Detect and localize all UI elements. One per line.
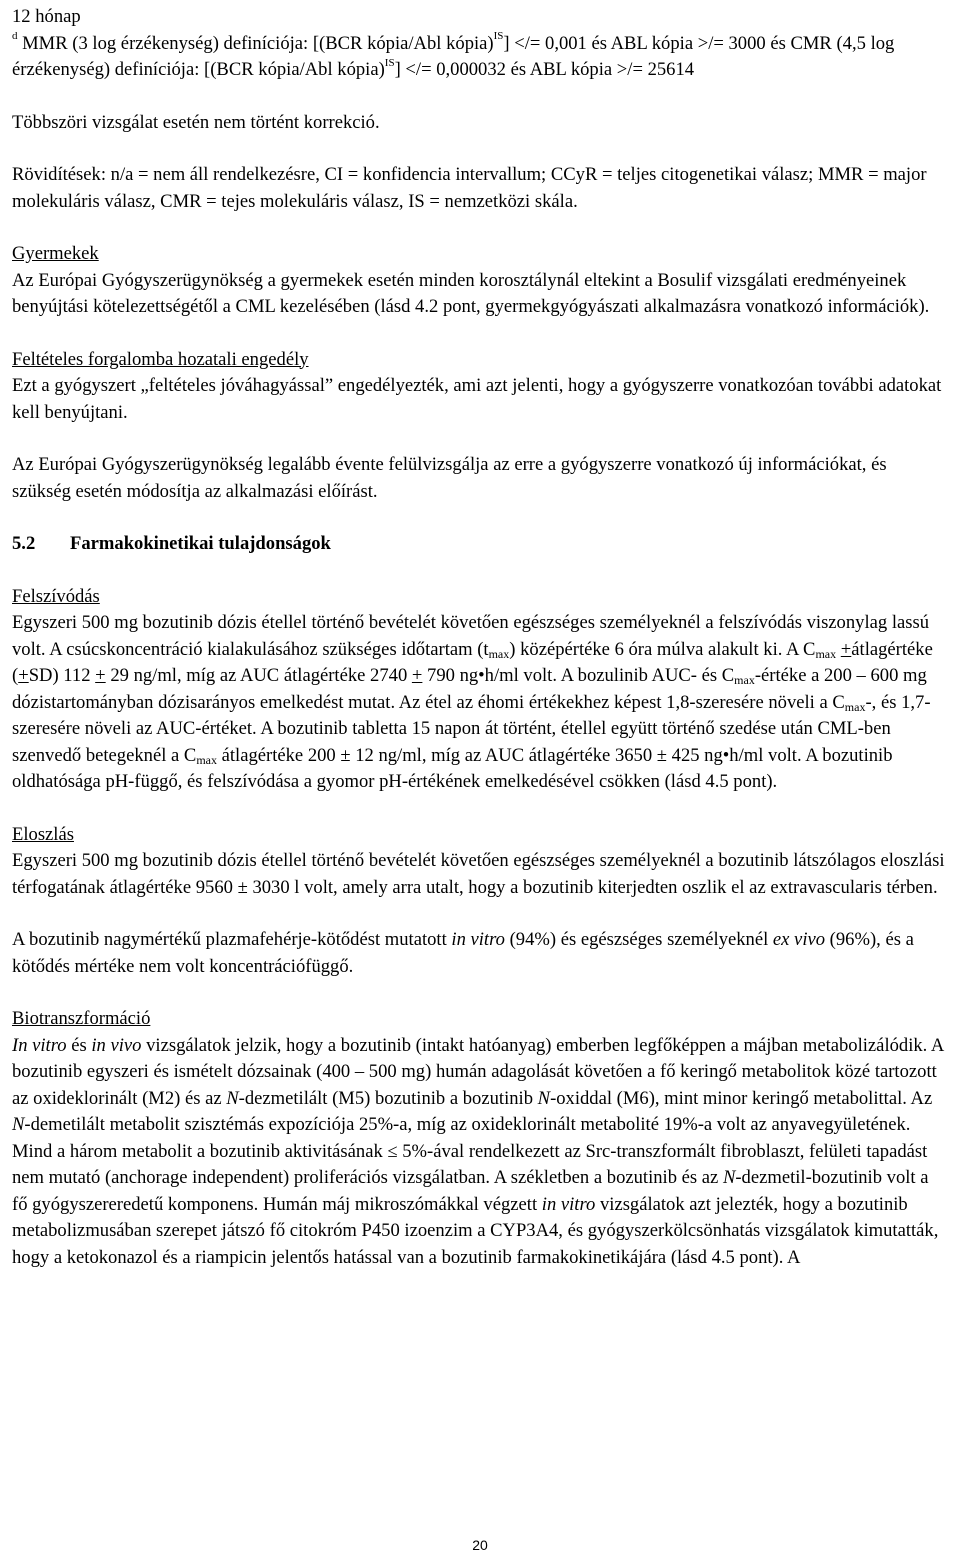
- footnote-marker: d: [12, 30, 18, 43]
- distribution-heading: Eloszlás: [12, 823, 74, 845]
- children-heading: Gyermekek: [12, 243, 99, 264]
- section-title: Farmakokinetikai tulajdonságok: [70, 533, 331, 554]
- children-text: Az Európai Gyógyszerügynökség a gyermekek esetén minden korosztálynál eltekint a Bosulif vizsgálati eredményeinek benyújtási kötelezettségétől a CML kezelésében (lásd 4.2 pont, gyermekgyógyászati alkalmazásra vonatkozó információk).: [12, 269, 930, 317]
- protein-binding-text: A bozutinib nagymértékű plazmafehérje-kötődést mutatott in vitro (94%) és egészséges személyeknél ex vivo (96%), és a kötődés mértéke nem volt koncentrációfüggő.: [12, 929, 914, 977]
- conditional-text: Ezt a gyógyszert „feltételes jóváhagyással” engedélyezték, ami azt jelenti, hogy a gyógyszerre vonatkozóan további adatokat kell benyújtani.: [12, 375, 942, 423]
- distribution-text: Egyszeri 500 mg bozutinib dózis étellel történő bevételét követően egészséges személyeknél a bozutinib látszólagos eloszlási térfogatának átlagértéke 9560 ± 3030 l volt, amely arra utalt, hogy a bozutinib kiterjedten oszlik el az extravascularis térben.: [12, 850, 945, 898]
- absorption-text: Egyszeri 500 mg bozutinib dózis étellel történő bevételét követően egészséges személyeknél a felszívódás viszonylag lassú volt. A csúcskoncentráció kialakulásához szükséges időtartam $(t_{max})$ középértéke 6 óra múlva alakult ki. A $C_{max}$ +átlagértéke (+SD) 112 + 29 ng/ml, míg az AUC átlagértéke 2740 + 790 ng•h/ml volt. A bozulinib AUC- és $C_{max}$-értéke a 200 – 600 mg dózistartományban dózisarányos emelkedést mutat. Az étel az éhomi értékekhez képest 1,8-szeresére növeli a $C_{max}-$, és 1,7-szeresére növeli az AUC-értéket. A bozutinib tabletta 15 napon át történt, étellel együtt történő szedése után CML-ben szenvedő betegeknél a $C_{max}$ átlagértéke 200 ± 12 ng/ml, míg az AUC átlagértéke 3650 ± 425 ng•h/ml volt. A bozutinib oldhatósága pH-függő, és felszívódása a gyomor pH-értékének emelkedésével csökken (lásd 4.5 pont).: [12, 612, 933, 792]
- conditional-heading: Feltételes forgalomba hozatali engedély: [12, 348, 309, 370]
- document-page: [12, 4, 948, 1271]
- section-heading: [12, 531, 948, 558]
- footnote-definitions: $^d$ MMR (3 log érzékenység) definíciója: [(BCR kópia/Abl kópia)$^{IS}$] </= 0,001 és ABL kópia >/= 3000 és CMR (4,5 log érzékenység) definíciója: [(BCR kópia/Abl kópia)$^{IS}$] </= 0,000032 és ABL kópia >/= 25614: [12, 30, 895, 80]
- biotransformation-text: In vitro és in vivo vizsgálatok jelzik, hogy a bozutinib (intakt hatóanyag) emberben legfőképpen a májban metabolizálódik. A bozutinib egyszeri és ismételt dózsainak (400 – 500 mg) humán adagolását követően a fő keringő metabolitok közé tartozott az oxideklorinált (M2) és az N-dezmetilált (M5) bozutinib a bozutinib N-oxiddal (M6), mint minor keringő metabolittal. Az N-demetilált metabolit szisztémás expozíciója 25%-a, míg az oxideklorinált metabolité 19%-a volt az anyavegyületének. Mind a három metabolit a bozutinib aktivitásának ≤ 5%-ával rendelkezett az Src-transzformált fibroblaszt, felületi tapadást nem mutató (anchorage independent) proliferációs vizsgálatban. A székletben a bozutinib és az N-dezmetil-bozutinib volt a fő gyógyszereredetű komponens. Humán máj mikroszómákkal végzett in vitro vizsgálatok azt jelezték, hogy a bozutinib metabolizmusában szerepet játszó fő citokróm P450 izoenzim a CYP3A4, és gyógyszerkölcsönhatás vizsgálatok kimutatták, hogy a ketokonazol és a riampicin jelentős hatással van a bozutinib farmakokinetikájára (lásd 4.5 pont). A: [12, 1034, 944, 1268]
- multiple-testing-note: Többszöri vizsgálat esetén nem történt korrekció.: [12, 111, 380, 133]
- absorption-heading: Felszívódás: [12, 585, 100, 607]
- biotransformation-heading: Biotranszformáció: [12, 1008, 151, 1029]
- abbreviations: Rövidítések: n/a = nem áll rendelkezésre, CI = konfidencia intervallum; CCyR = teljes citogenetikai válasz; MMR = major molekuláris válasz, CMR = tejes molekuláris válasz, IS = nemzetközi skála.: [12, 164, 927, 212]
- footnote-timepoint: 12 hónap: [12, 6, 81, 27]
- page-number: 20: [472, 1537, 488, 1553]
- section-number: 5.2: [12, 533, 36, 554]
- annual-review-text: Az Európai Gyógyszerügynökség legalább évente felülvizsgálja az erre a gyógyszerre vonatkozó új információkat, és szükség esetén módosítja az alkalmazási előírást.: [12, 454, 887, 502]
